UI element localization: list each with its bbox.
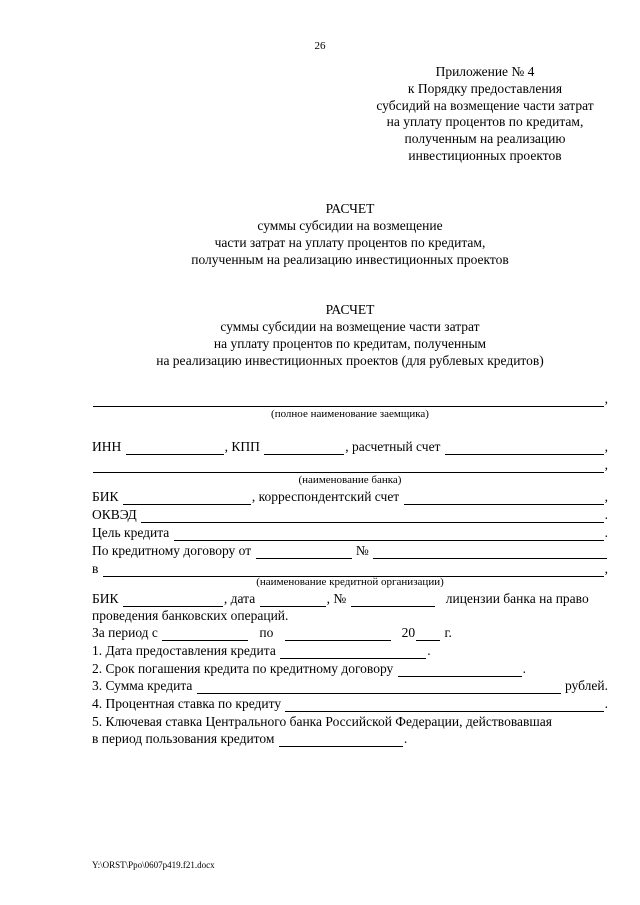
- item1-field[interactable]: [280, 645, 426, 659]
- bik2-field[interactable]: [123, 593, 223, 607]
- item5-row: в период пользования кредитом .: [92, 731, 408, 746]
- okved-label: ОКВЭД: [92, 507, 137, 522]
- inn-row: ИНН , КПП , расчетный счет ,: [92, 439, 608, 454]
- period-row: [92, 624, 608, 641]
- bik-row: БИК , корреспондентский счет ,: [92, 489, 608, 504]
- account-label: , расчетный счет: [345, 439, 441, 454]
- borrower-name-field[interactable]: [93, 393, 604, 407]
- item5-label: в период пользования кредитом: [92, 731, 275, 746]
- appendix-line: субсидий на возмещение части затрат: [376, 97, 594, 113]
- item4-field[interactable]: [285, 698, 603, 712]
- okved-row: ОКВЭД .: [92, 507, 608, 522]
- kpp-label: , КПП: [224, 439, 260, 454]
- year-field[interactable]: [416, 627, 440, 641]
- corr-account-label: , корреспондентский счет: [251, 489, 400, 504]
- file-path-footer: Y:\ORST\Ppo\0607p419.f21.docx: [92, 860, 215, 870]
- purpose-field[interactable]: [174, 527, 604, 541]
- bik-field[interactable]: [123, 491, 251, 505]
- contract-label: По кредитному договору от: [92, 543, 252, 558]
- credit-org-row: в ,: [92, 561, 608, 576]
- appendix-line: инвестиционных проектов: [408, 147, 562, 163]
- credit-org-field[interactable]: [103, 563, 604, 577]
- period-end-field[interactable]: [285, 627, 391, 641]
- appendix-line: полученным на реализацию: [404, 131, 566, 147]
- item2-row: 2. Срок погашения кредита по кредитному договору .: [92, 661, 527, 676]
- number-sign: №: [355, 543, 369, 558]
- bank-name-field[interactable]: [93, 459, 604, 473]
- appendix-header: [340, 64, 630, 165]
- item4-label: 4. Процентная ставка по кредиту: [92, 696, 282, 711]
- title-line: суммы субсидии на возмещение: [257, 218, 443, 233]
- year-suffix: г.: [444, 625, 452, 640]
- kpp-field[interactable]: [264, 441, 344, 455]
- in-label: в: [92, 561, 99, 576]
- bik2-row: [92, 590, 608, 607]
- num2-label: , №: [326, 591, 347, 606]
- title-line: части затрат на уплату процентов по кредитам,: [214, 235, 486, 250]
- title-line: суммы субсидии на возмещение части затрат: [220, 319, 480, 334]
- item2-field[interactable]: [398, 663, 522, 677]
- item1-label: 1. Дата предоставления кредита: [92, 643, 276, 658]
- item3-unit: рублей.: [564, 678, 608, 693]
- item2-label: 2. Срок погашения кредита по кредитному договору: [92, 661, 394, 676]
- inn-field[interactable]: [126, 441, 224, 455]
- year-prefix: 20: [401, 625, 416, 640]
- license-label: лицензии банка на право: [445, 591, 589, 606]
- item3-field[interactable]: [197, 680, 561, 694]
- title-line: полученным на реализацию инвестиционных проектов: [191, 252, 509, 267]
- title-heading: РАСЧЕТ: [325, 201, 375, 216]
- page-number: 26: [314, 40, 326, 52]
- purpose-label: Цель кредита: [92, 525, 170, 540]
- corr-account-field[interactable]: [404, 491, 604, 505]
- license-line2: проведения банковских операций.: [92, 608, 289, 623]
- period-to-label: по: [259, 625, 274, 640]
- appendix-line: на уплату процентов по кредитам,: [386, 114, 584, 130]
- title-block-1: [92, 200, 608, 268]
- bank-caption: (наименование банка): [298, 474, 402, 486]
- account-field[interactable]: [445, 441, 604, 455]
- bank-name-row: ,: [92, 456, 608, 473]
- okved-field[interactable]: [141, 509, 604, 523]
- bik2-label: БИК: [92, 591, 119, 606]
- title-line: на уплату процентов по кредитам, полученным: [213, 336, 487, 351]
- borrower-caption: (полное наименование заемщика): [271, 408, 429, 420]
- contract-number-field[interactable]: [373, 545, 607, 559]
- period-start-field[interactable]: [162, 627, 248, 641]
- borrower-name-row: ,: [92, 390, 608, 407]
- item5-line1: 5. Ключевая ставка Центрального банка Российской Федерации, действовавшая: [92, 714, 552, 729]
- period-label: За период с: [92, 625, 158, 640]
- contract-row: [92, 542, 608, 559]
- appendix-line: к Порядку предоставления: [407, 80, 563, 96]
- item4-row: 4. Процентная ставка по кредиту .: [92, 696, 608, 711]
- date-label: , дата: [223, 591, 256, 606]
- date-field[interactable]: [260, 593, 326, 607]
- title-line: на реализацию инвестиционных проектов (для рублевых кредитов): [156, 353, 544, 368]
- item3-row: [92, 677, 608, 694]
- item5-field[interactable]: [279, 733, 403, 747]
- item1-row: 1. Дата предоставления кредита .: [92, 643, 431, 658]
- license-number-field[interactable]: [351, 593, 435, 607]
- credit-org-caption: (наименование кредитной организации): [256, 576, 444, 588]
- contract-date-field[interactable]: [256, 545, 352, 559]
- title-heading: РАСЧЕТ: [325, 302, 375, 317]
- appendix-line: Приложение № 4: [435, 64, 535, 79]
- bik-label: БИК: [92, 489, 119, 504]
- inn-label: ИНН: [92, 439, 122, 454]
- title-block-2: [92, 301, 608, 369]
- purpose-row: Цель кредита .: [92, 525, 608, 540]
- item3-label: 3. Сумма кредита: [92, 678, 193, 693]
